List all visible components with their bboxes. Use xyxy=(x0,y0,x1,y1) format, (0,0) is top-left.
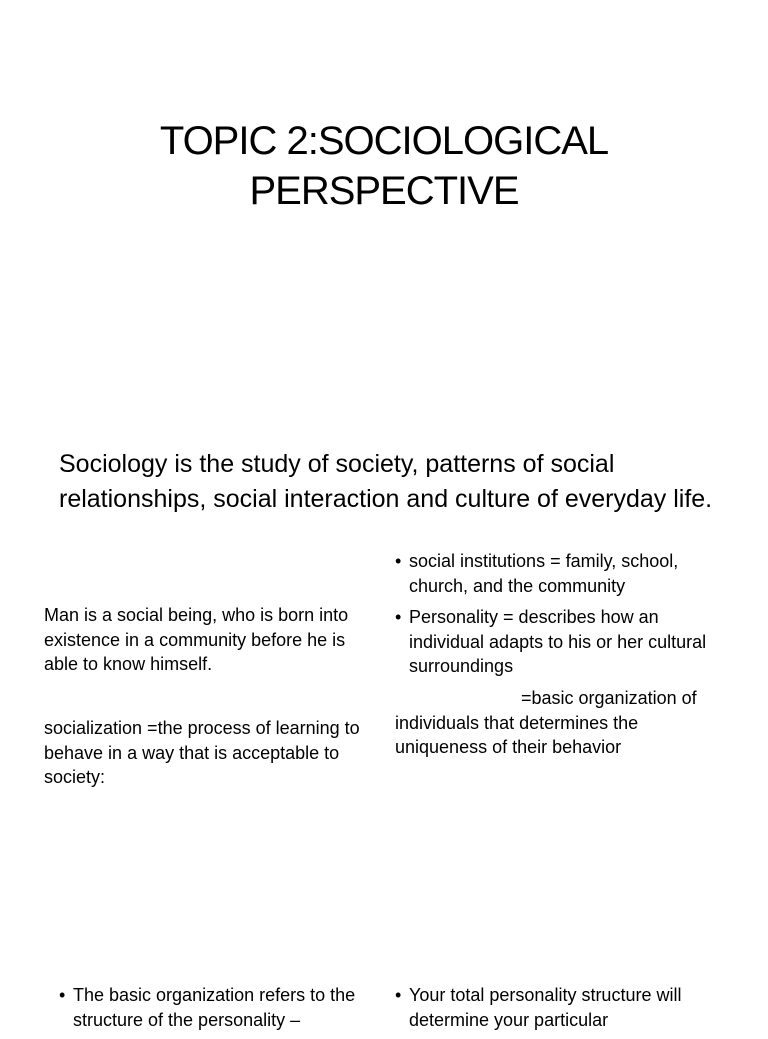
intro-paragraph: Sociology is the study of society, patterns of social relationships, social interaction and culture of everyday life. xyxy=(59,450,713,513)
socialization-paragraph: socialization =the process of learning to behave in a way that is acceptable to society: xyxy=(44,718,360,787)
bullet-social-institutions: • social institutions = family, school, church, and the community xyxy=(395,549,735,598)
title-line-2: PERSPECTIVE xyxy=(249,169,519,213)
bullet-basic-organization: • The basic organization refers to the structure of the personality – xyxy=(59,983,379,1032)
bullet-total-personality: • Your total personality structure will determine your particular xyxy=(395,983,715,1032)
bullet-personality: • Personality = describes how an individual adapts to his or her cultural surroundings xyxy=(395,605,735,679)
bottom-left-bullet-list xyxy=(59,983,379,1039)
right-bullet-list xyxy=(395,549,735,686)
title-line-1: TOPIC 2:SOCIOLOGICAL xyxy=(159,119,609,163)
personality-definition-text: =basic organization of individuals that determines the uniqueness of their behavior xyxy=(395,688,697,757)
personality-definition-paragraph xyxy=(395,686,735,760)
man-social-being-paragraph: Man is a social being, who is born into existence in a community before he is able to know himself. xyxy=(44,605,349,674)
bottom-right-bullet-list xyxy=(395,983,715,1039)
page-title xyxy=(0,116,768,216)
